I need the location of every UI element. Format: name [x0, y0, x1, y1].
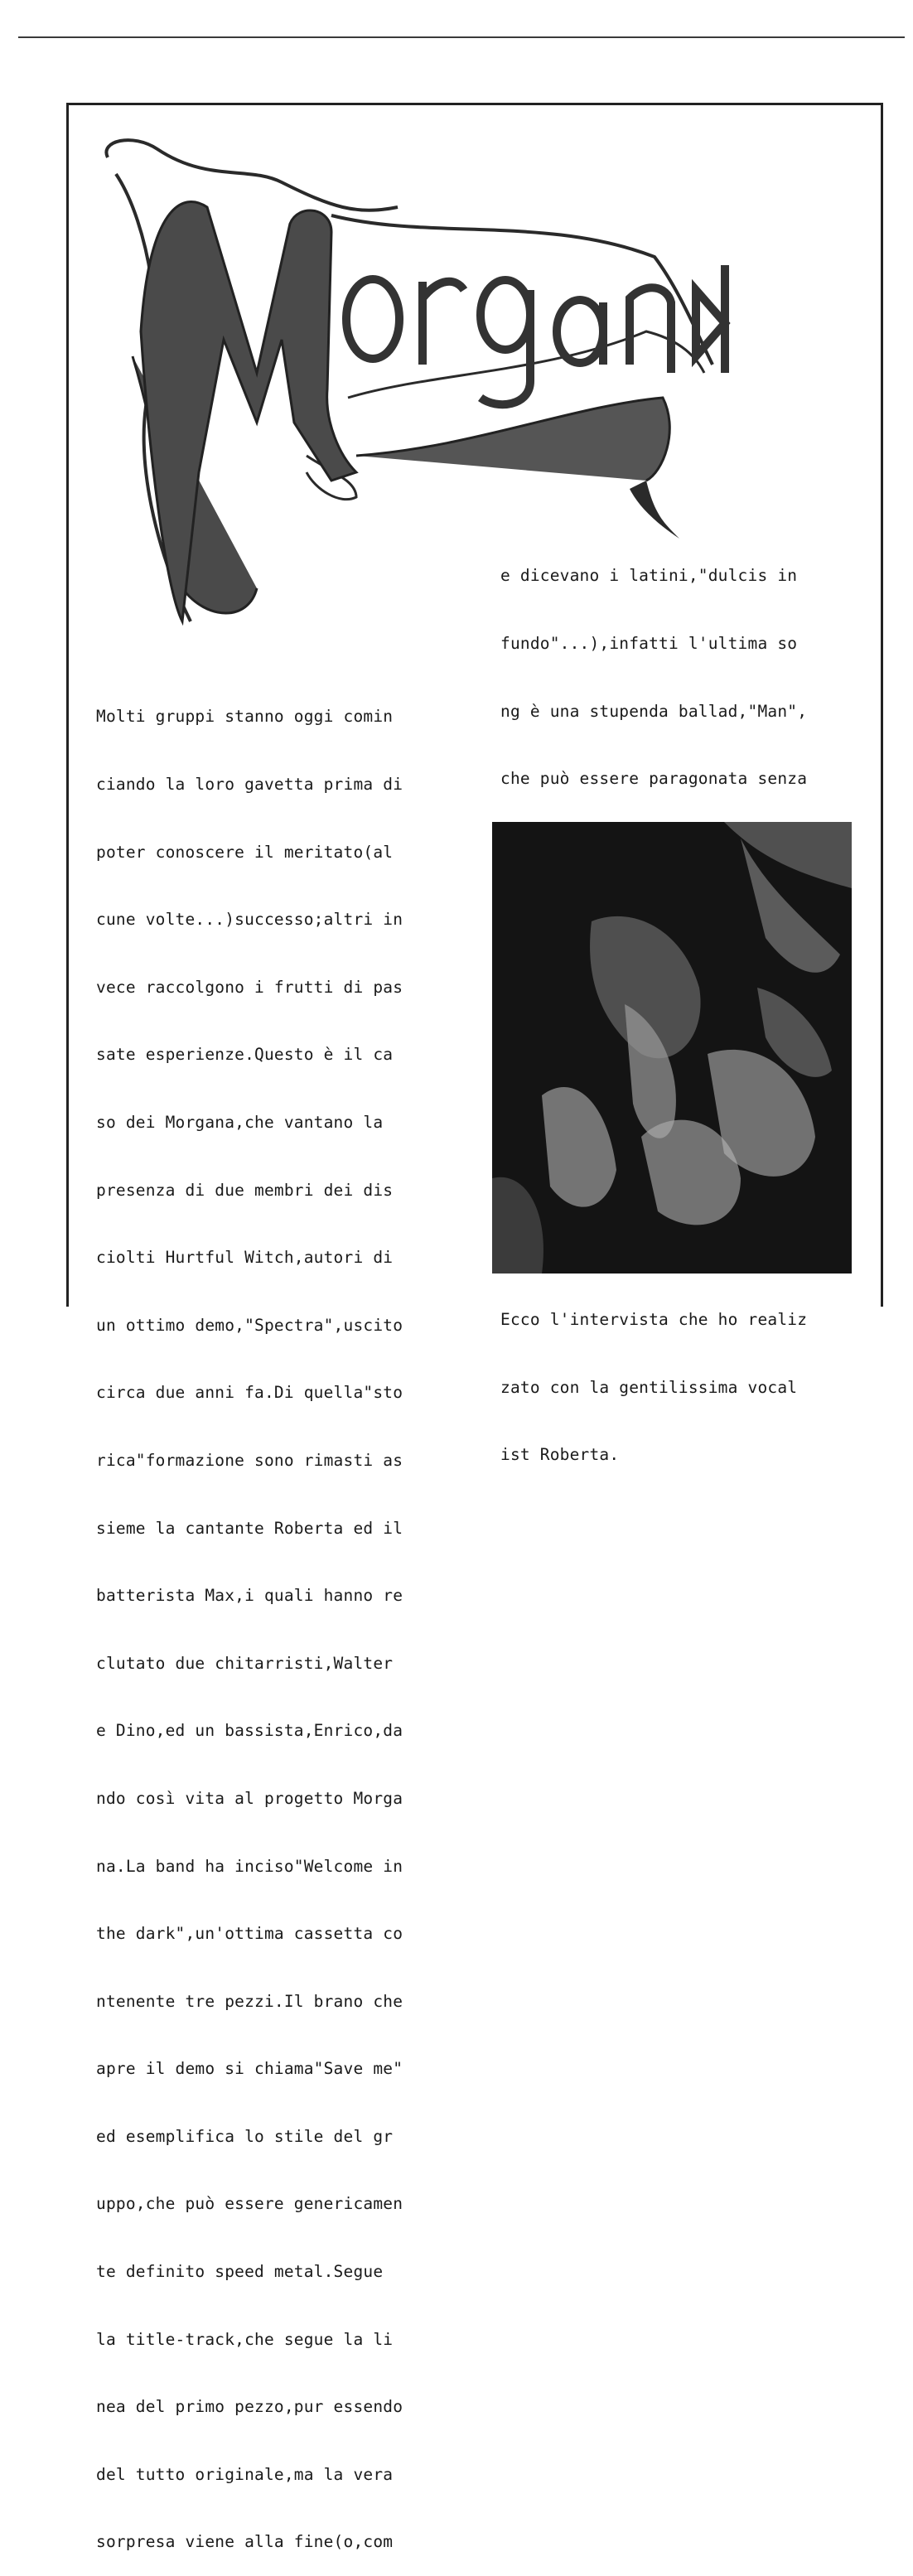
text-line: che può essere paragonata senza: [500, 769, 808, 789]
text-line: apre il demo si chiama"Save me": [96, 2059, 403, 2079]
text-line: rica"formazione sono rimasti as: [96, 1450, 403, 1470]
top-rule: [18, 36, 905, 38]
band-photo: [492, 822, 852, 1274]
text-line: e dicevano i latini,"dulcis in: [500, 566, 798, 586]
text-line: Ecco l'intervista che ho realiz: [500, 1309, 808, 1329]
text-line: zato con la gentilissima vocal: [500, 1377, 798, 1397]
text-line: del tutto originale,ma la vera: [96, 2464, 394, 2484]
text-line: the dark",un'ottima cassetta co: [96, 1924, 403, 1944]
text-line: sate esperienze.Questo è il ca: [96, 1045, 394, 1065]
text-line: la title-track,che segue la li: [96, 2329, 394, 2349]
text-line: ciando la loro gavetta prima di: [96, 775, 403, 794]
text-line: uppo,che può essere genericamen: [96, 2194, 403, 2214]
text-line: poter conoscere il meritato(al: [96, 842, 394, 862]
text-line: e Dino,ed un bassista,Enrico,da: [96, 1721, 403, 1741]
article-column-left: [96, 660, 444, 2576]
text-line: clutato due chitarristi,Walter: [96, 1653, 394, 1673]
text-line: ciolti Hurtful Witch,autori di: [96, 1248, 394, 1268]
text-line: ng è una stupenda ballad,"Man",: [500, 701, 808, 721]
text-line: Molti gruppi stanno oggi comin: [96, 707, 394, 727]
text-line: nea del primo pezzo,pur essendo: [96, 2397, 403, 2417]
text-line: fundo"...),infatti l'ultima so: [500, 634, 798, 653]
text-line: ist Roberta.: [500, 1445, 620, 1465]
text-line: sorpresa viene alla fine(o,com: [96, 2532, 394, 2552]
text-line: ntenente tre pezzi.Il brano che: [96, 1991, 403, 2011]
text-line: cune volte...)successo;altri in: [96, 910, 403, 930]
text-line: batterista Max,i quali hanno re: [96, 1586, 403, 1606]
text-line: te definito speed metal.Segue: [96, 2262, 384, 2282]
text-line: so dei Morgana,che vantano la: [96, 1112, 384, 1132]
text-line: un ottimo demo,"Spectra",uscito: [96, 1315, 403, 1335]
text-line: na.La band ha inciso"Welcome in: [96, 1856, 403, 1876]
text-line: circa due anni fa.Di quella"sto: [96, 1383, 403, 1403]
text-line: ed esemplifica lo stile del gr: [96, 2126, 394, 2146]
text-line: vece raccolgono i frutti di pas: [96, 977, 403, 997]
text-line: sieme la cantante Roberta ed il: [96, 1518, 403, 1538]
text-line: ndo così vita al progetto Morga: [96, 1788, 403, 1808]
text-line: presenza di due membri dei dis: [96, 1180, 394, 1200]
